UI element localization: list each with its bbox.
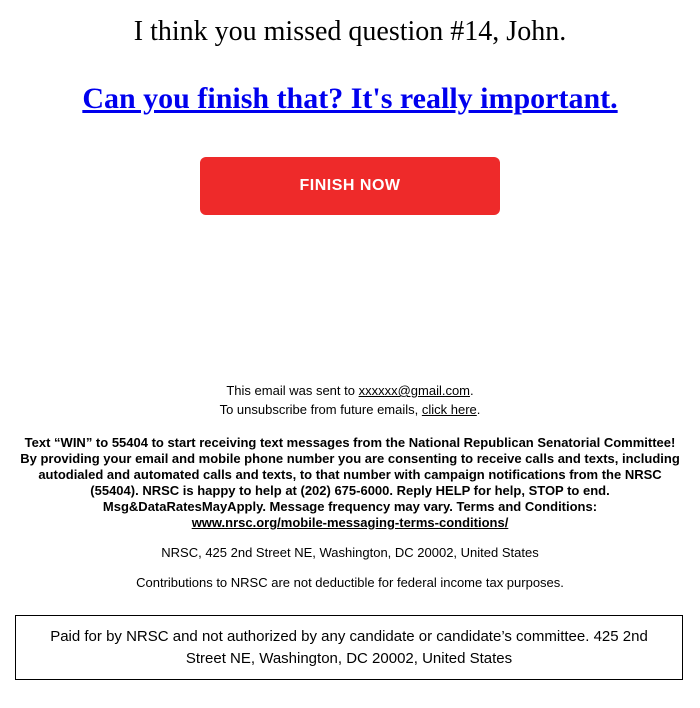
- contributions-notice: Contributions to NRSC are not deductible for federal income tax purposes.: [136, 575, 564, 590]
- recipient-email-link[interactable]: xxxxxx@gmail.com: [358, 383, 471, 398]
- sms-disclaimer-text: Text “WIN” to 55404 to start receiving text messages from the National Republican Senatorial Committee! By providing your email and mobile phone number you are consenting to receive calls and texts, including autodialed and automated calls and texts, to that number with campaign notifications from the NRSC (55404). NRSC is happy to help at (202) 675-6000. Reply HELP for help, STOP to end. Msg&DataRatesMayApply. Message frequency may vary. Terms and Conditions:: [20, 435, 680, 514]
- terms-link[interactable]: www.nrsc.org/mobile-messaging-terms-conditions/: [191, 515, 509, 530]
- cta-link-container: [0, 80, 700, 118]
- unsubscribe-link[interactable]: click here: [421, 402, 477, 417]
- sent-to-prefix: This email was sent to: [226, 383, 359, 398]
- headline: I think you missed question #14, John.: [133, 16, 567, 47]
- sent-to-line: [0, 383, 700, 399]
- unsubscribe-line: [0, 402, 700, 418]
- mailing-address: NRSC, 425 2nd Street NE, Washington, DC 20002, United States: [161, 545, 539, 560]
- paid-for-disclaimer-box: [15, 615, 683, 680]
- finish-question-link[interactable]: Can you finish that? It's really important.: [82, 82, 618, 115]
- unsubscribe-suffix: .: [476, 402, 481, 417]
- unsubscribe-prefix: To unsubscribe from future emails,: [219, 402, 422, 417]
- finish-now-button[interactable]: FINISH NOW: [200, 157, 500, 215]
- sms-disclaimer: [18, 435, 682, 531]
- sent-to-suffix: .: [470, 383, 474, 398]
- paid-for-disclaimer: Paid for by NRSC and not authorized by any candidate or candidate’s committee. 425 2nd Street NE, Washington, DC 20002, United States: [50, 627, 648, 667]
